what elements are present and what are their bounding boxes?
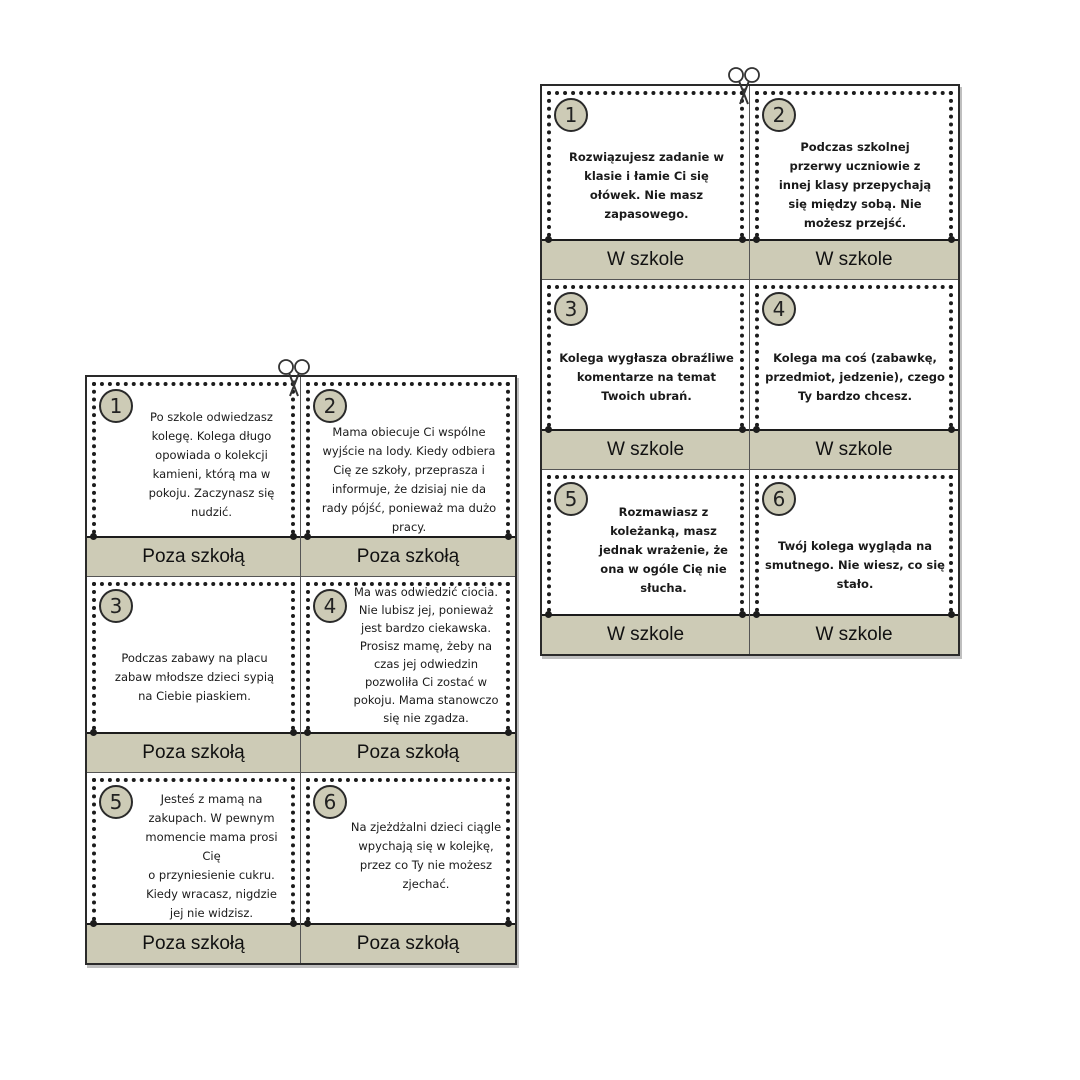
card-category-label: Poza szkołą: [301, 732, 515, 772]
card-text-line: ołówek. Nie masz: [589, 187, 704, 202]
card-text-line: zabaw młodsze dzieci sypią: [114, 670, 275, 684]
outside-school-sheet: [85, 375, 517, 965]
card-number: 2: [762, 98, 796, 132]
card-text-line: innej klasy przepychają: [778, 178, 932, 192]
card-text-line: Ma was odwiedzić ciocia.: [353, 584, 499, 599]
outside-card-6[interactable]: [301, 773, 515, 963]
school-card-4[interactable]: [750, 280, 958, 470]
card-category-label: W szkole: [750, 239, 958, 279]
school-card-6[interactable]: [750, 470, 958, 654]
card-category-label: Poza szkołą: [301, 536, 515, 576]
card-category-label: W szkole: [542, 239, 749, 279]
card-text-line: pozwoliła Ci zostać w: [364, 674, 488, 689]
card-text-line: Po szkole odwiedzasz: [150, 409, 273, 424]
card-number: 3: [554, 292, 588, 326]
card-number: 4: [313, 589, 347, 623]
card-text-line: nudzić.: [190, 504, 233, 519]
card-text-line: jest bardzo ciekawska.: [361, 620, 491, 635]
card-text-line: Twój kolega wygląda na: [777, 538, 933, 553]
card-text-line: pokoju. Mama stanowczo: [353, 692, 499, 707]
outside-card-1[interactable]: [87, 377, 301, 577]
card-text-line: rady pójść, ponieważ ma dużo: [321, 500, 497, 515]
card-text-line: ona w ogóle Cię nie: [600, 561, 727, 576]
card-text-line: Prosisz mamę, żeby na: [359, 638, 493, 653]
scissors-icon: [276, 358, 312, 398]
card-text-line: koleżanką, masz: [610, 523, 717, 538]
card-category-label: Poza szkołą: [87, 923, 300, 963]
card-category-label: Poza szkołą: [301, 923, 515, 963]
card-text-line: klasie i łamie Ci się: [584, 168, 709, 183]
card-text-line: się między sobą. Nie: [788, 197, 922, 211]
outside-card-2[interactable]: [301, 377, 515, 577]
card-text-line: Kolega wygłasza obraźliwe: [559, 351, 734, 365]
card-text-line: opowiada o kolekcji: [155, 447, 268, 462]
card-number: 1: [99, 389, 133, 423]
card-text-line: komentarze na temat: [576, 370, 717, 384]
card-number: 1: [554, 98, 588, 132]
card-text-line: jej nie widzisz.: [169, 905, 254, 920]
card-text-line: przez co Ty nie możesz: [359, 858, 493, 872]
card-number: 2: [313, 389, 347, 423]
card-text-line: Kiedy wracasz, nigdzie: [146, 886, 277, 901]
card-category-label: W szkole: [542, 429, 749, 469]
card-text: [315, 397, 503, 532]
card-text-line: Cię ze szkoły, przeprasza i: [333, 462, 485, 477]
outside-card-4[interactable]: [301, 577, 515, 773]
card-category-label: Poza szkołą: [87, 732, 300, 772]
outside-card-3[interactable]: [87, 577, 301, 773]
outside-card-5[interactable]: [87, 773, 301, 963]
card-text-line: się nie zgadza.: [383, 710, 469, 725]
card-text-line: zapasowego.: [604, 206, 689, 221]
card-number: 5: [554, 482, 588, 516]
card-text-line: kamieni, którą ma w: [152, 466, 271, 481]
card-text-line: Rozmawiasz z: [618, 504, 709, 519]
card-text: [101, 397, 288, 532]
school-card-1[interactable]: [542, 86, 750, 280]
card-category-label: W szkole: [750, 429, 958, 469]
card-text-line: Podczas zabawy na placu: [121, 651, 268, 665]
card-text-line: Jesteś z mamą na: [160, 791, 263, 806]
card-number: 6: [762, 482, 796, 516]
card-text-line: informuje, że dzisiaj nie da: [331, 481, 487, 496]
card-text-line: Na zjeżdżalni dzieci ciągle: [350, 820, 502, 834]
card-text-line: Ty bardzo chcesz.: [797, 389, 912, 403]
card-text-line: pokoju. Zaczynasz się: [148, 485, 275, 500]
card-text-line: czas jej odwiedzin: [373, 656, 478, 671]
card-text-line: przerwy uczniowie z: [789, 159, 921, 173]
card-text-line: Podczas szkolnej: [800, 140, 910, 154]
school-card-3[interactable]: [542, 280, 750, 470]
card-number: 5: [99, 785, 133, 819]
card-text-line: zakupach. W pewnym: [148, 810, 275, 825]
card-text-line: wpychają się w kolejkę,: [358, 839, 494, 853]
school-card-5[interactable]: [542, 470, 750, 654]
card-text-line: stało.: [836, 576, 874, 591]
card-category-label: Poza szkołą: [87, 536, 300, 576]
card-text-line: kolegę. Kolega długo: [151, 428, 272, 443]
card-text-line: smutnego. Nie wiesz, co się: [765, 557, 945, 572]
card-number: 4: [762, 292, 796, 326]
card-text-line: o przyniesienie cukru.: [148, 867, 275, 882]
card-text-line: zjechać.: [402, 877, 450, 891]
card-text-line: przedmiot, jedzenie), czego: [765, 370, 945, 384]
card-text-line: Mama obiecuje Ci wspólne: [332, 424, 486, 439]
scissors-icon: [726, 66, 762, 106]
card-number: 3: [99, 589, 133, 623]
card-text-line: Kolega ma coś (zabawkę,: [773, 351, 937, 365]
card-text-line: możesz przejść.: [803, 216, 907, 230]
card-text-line: pracy.: [391, 519, 427, 534]
card-text-line: wyjście na lody. Kiedy odbiera: [322, 443, 496, 458]
card-text-line: jednak wrażenie, że: [599, 542, 728, 557]
card-text-line: słucha.: [640, 580, 687, 595]
card-text-line: na Ciebie piaskiem.: [138, 689, 251, 703]
card-number: 6: [313, 785, 347, 819]
school-card-2[interactable]: [750, 86, 958, 280]
card-text-line: Rozwiązujesz zadanie w: [569, 149, 724, 164]
card-category-label: W szkole: [750, 614, 958, 654]
card-text-line: momencie mama prosi Cię: [145, 829, 278, 863]
school-sheet: [540, 84, 960, 656]
card-category-label: W szkole: [542, 614, 749, 654]
card-text-line: Twoich ubrań.: [601, 389, 692, 403]
card-text-line: Nie lubisz jej, ponieważ: [358, 602, 494, 617]
